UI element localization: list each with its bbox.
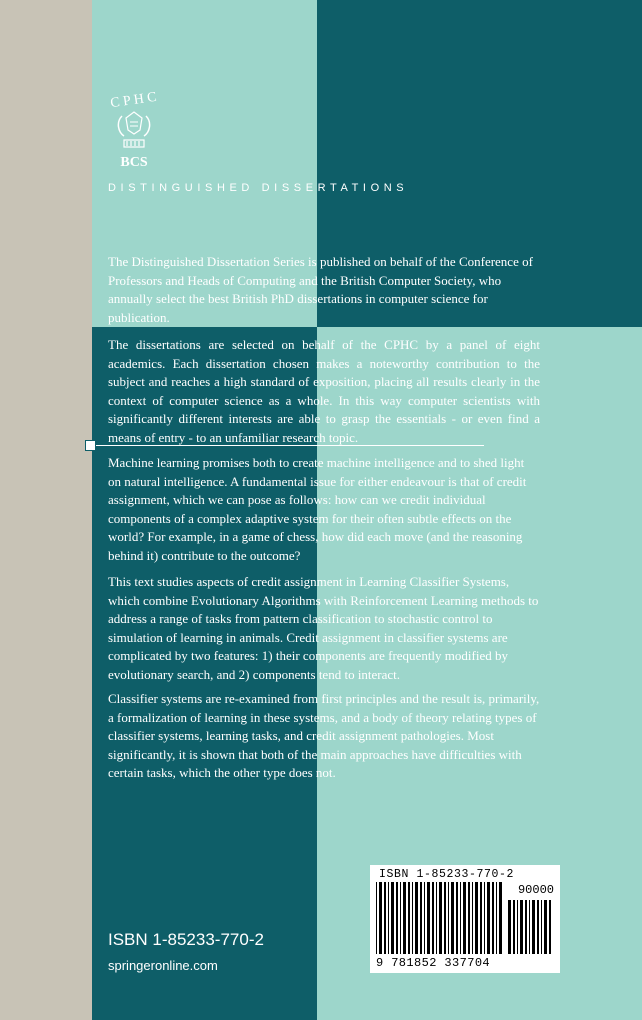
cphc-bcs-logo: [104, 88, 164, 178]
barcode-bar: [427, 882, 430, 954]
price-code: 90000: [517, 883, 554, 897]
barcode-bar: [537, 900, 539, 954]
barcode-bar: [400, 882, 401, 954]
barcode-bar: [403, 882, 406, 954]
barcode-bar: [391, 882, 394, 954]
barcode-bar: [379, 882, 382, 954]
series-description-paragraph: The Distinguished Dissertation Series is published on behalf of the Conference of Professors and Heads of Computing and the British Computer Society, who annually select the best British PhD dissertations in computer science for publication.: [108, 254, 533, 325]
barcode-bar: [451, 882, 454, 954]
barcode-bar: [448, 882, 449, 954]
barcode-bar: [412, 882, 413, 954]
book-spine: [0, 0, 92, 1020]
website-link[interactable]: springeronline.com: [108, 958, 218, 973]
barcode-bar: [460, 882, 461, 954]
barcode-bar: [513, 900, 515, 954]
ean-digits: 9 781852 337704: [376, 956, 491, 970]
classifier-systems-paragraph: Classifier systems are re-examined from first principles and the result is, primarily, a formalization of learning in these systems, and a body of theory relating types of classifier systems, learning tasks, and credit assignment pathologies. Most significantly, it is shown that both of the main approaches have difficulties with certain tasks, which the other type does not.: [108, 691, 540, 780]
barcode-bar: [475, 882, 478, 954]
divider-marker: [85, 440, 96, 451]
barcode-bar: [517, 900, 518, 954]
barcode-bar: [388, 882, 389, 954]
svg-text:BCS: BCS: [120, 155, 148, 170]
barcode-label: [370, 865, 560, 973]
series-title: DISTINGUISHED DISSERTATIONS: [108, 182, 409, 194]
barcode-bar: [432, 882, 434, 954]
barcode-bar: [396, 882, 398, 954]
barcode-bar: [415, 882, 418, 954]
price-addon-barcode: [508, 900, 552, 954]
barcode-bar: [492, 882, 494, 954]
ean-barcode: [376, 882, 504, 954]
barcode-bar: [424, 882, 425, 954]
barcode-bar: [487, 882, 490, 954]
barcode-bar: [544, 900, 547, 954]
barcode-bar: [532, 900, 535, 954]
barcode-bar: [541, 900, 542, 954]
barcode-bar: [444, 882, 446, 954]
barcode-bar: [484, 882, 485, 954]
barcode-bar: [472, 882, 473, 954]
barcode-bar: [408, 882, 410, 954]
section-divider: [96, 445, 484, 446]
barcode-bar: [508, 900, 511, 954]
barcode-isbn-text: ISBN 1-85233-770-2: [379, 868, 515, 881]
selection-paragraph: The dissertations are selected on behalf of the CPHC by a panel of eight academics. Each dissertation chosen makes a noteworthy contribution to the subject and reaches a high standard of exposition, placing all results clearly in the context of computer science as a whole. In this way computer scientists with significantly different interests are able to grasp the essentials - or even find a means of entry - to an unfamiliar research topic.: [108, 337, 540, 445]
barcode-bar: [496, 882, 497, 954]
barcode-bar: [468, 882, 470, 954]
barcode-bar: [376, 882, 377, 954]
svg-text:C P H C: C P H C: [109, 89, 158, 112]
barcode-bar: [436, 882, 437, 954]
barcode-bar: [420, 882, 422, 954]
isbn-label: ISBN 1-85233-770-2: [108, 930, 264, 949]
credit-assignment-paragraph: This text studies aspects of credit assignment in Learning Classifier Systems, which combine Evolutionary Algorithms with Reinforcement Learning methods to address a range of tasks from pattern classification to stochastic control to simulation of learning in animals. Credit assignment in classifier systems are complicated by two features: 1) their components are frequently modified by evolutionary search, and 2) components tend to interact.: [108, 574, 539, 682]
barcode-bar: [525, 900, 527, 954]
barcode-bar: [463, 882, 466, 954]
barcode-bar: [499, 882, 502, 954]
barcode-bar: [549, 900, 551, 954]
barcode-bar: [384, 882, 386, 954]
barcode-bar: [480, 882, 482, 954]
barcode-bar: [529, 900, 530, 954]
machine-learning-paragraph: Machine learning promises both to create machine intelligence and to shed light on natural intelligence. A fundamental issue for either endeavour is that of credit assignment, which we can pose as follows: how can we credit individual components of a complex adaptive system for their often subtle effects on the world? For example, in a game of chess, how did each move (and the reasoning behind it) contribute to the outcome?: [108, 455, 527, 563]
barcode-bar: [456, 882, 458, 954]
barcode-bar: [439, 882, 442, 954]
barcode-bar: [520, 900, 523, 954]
